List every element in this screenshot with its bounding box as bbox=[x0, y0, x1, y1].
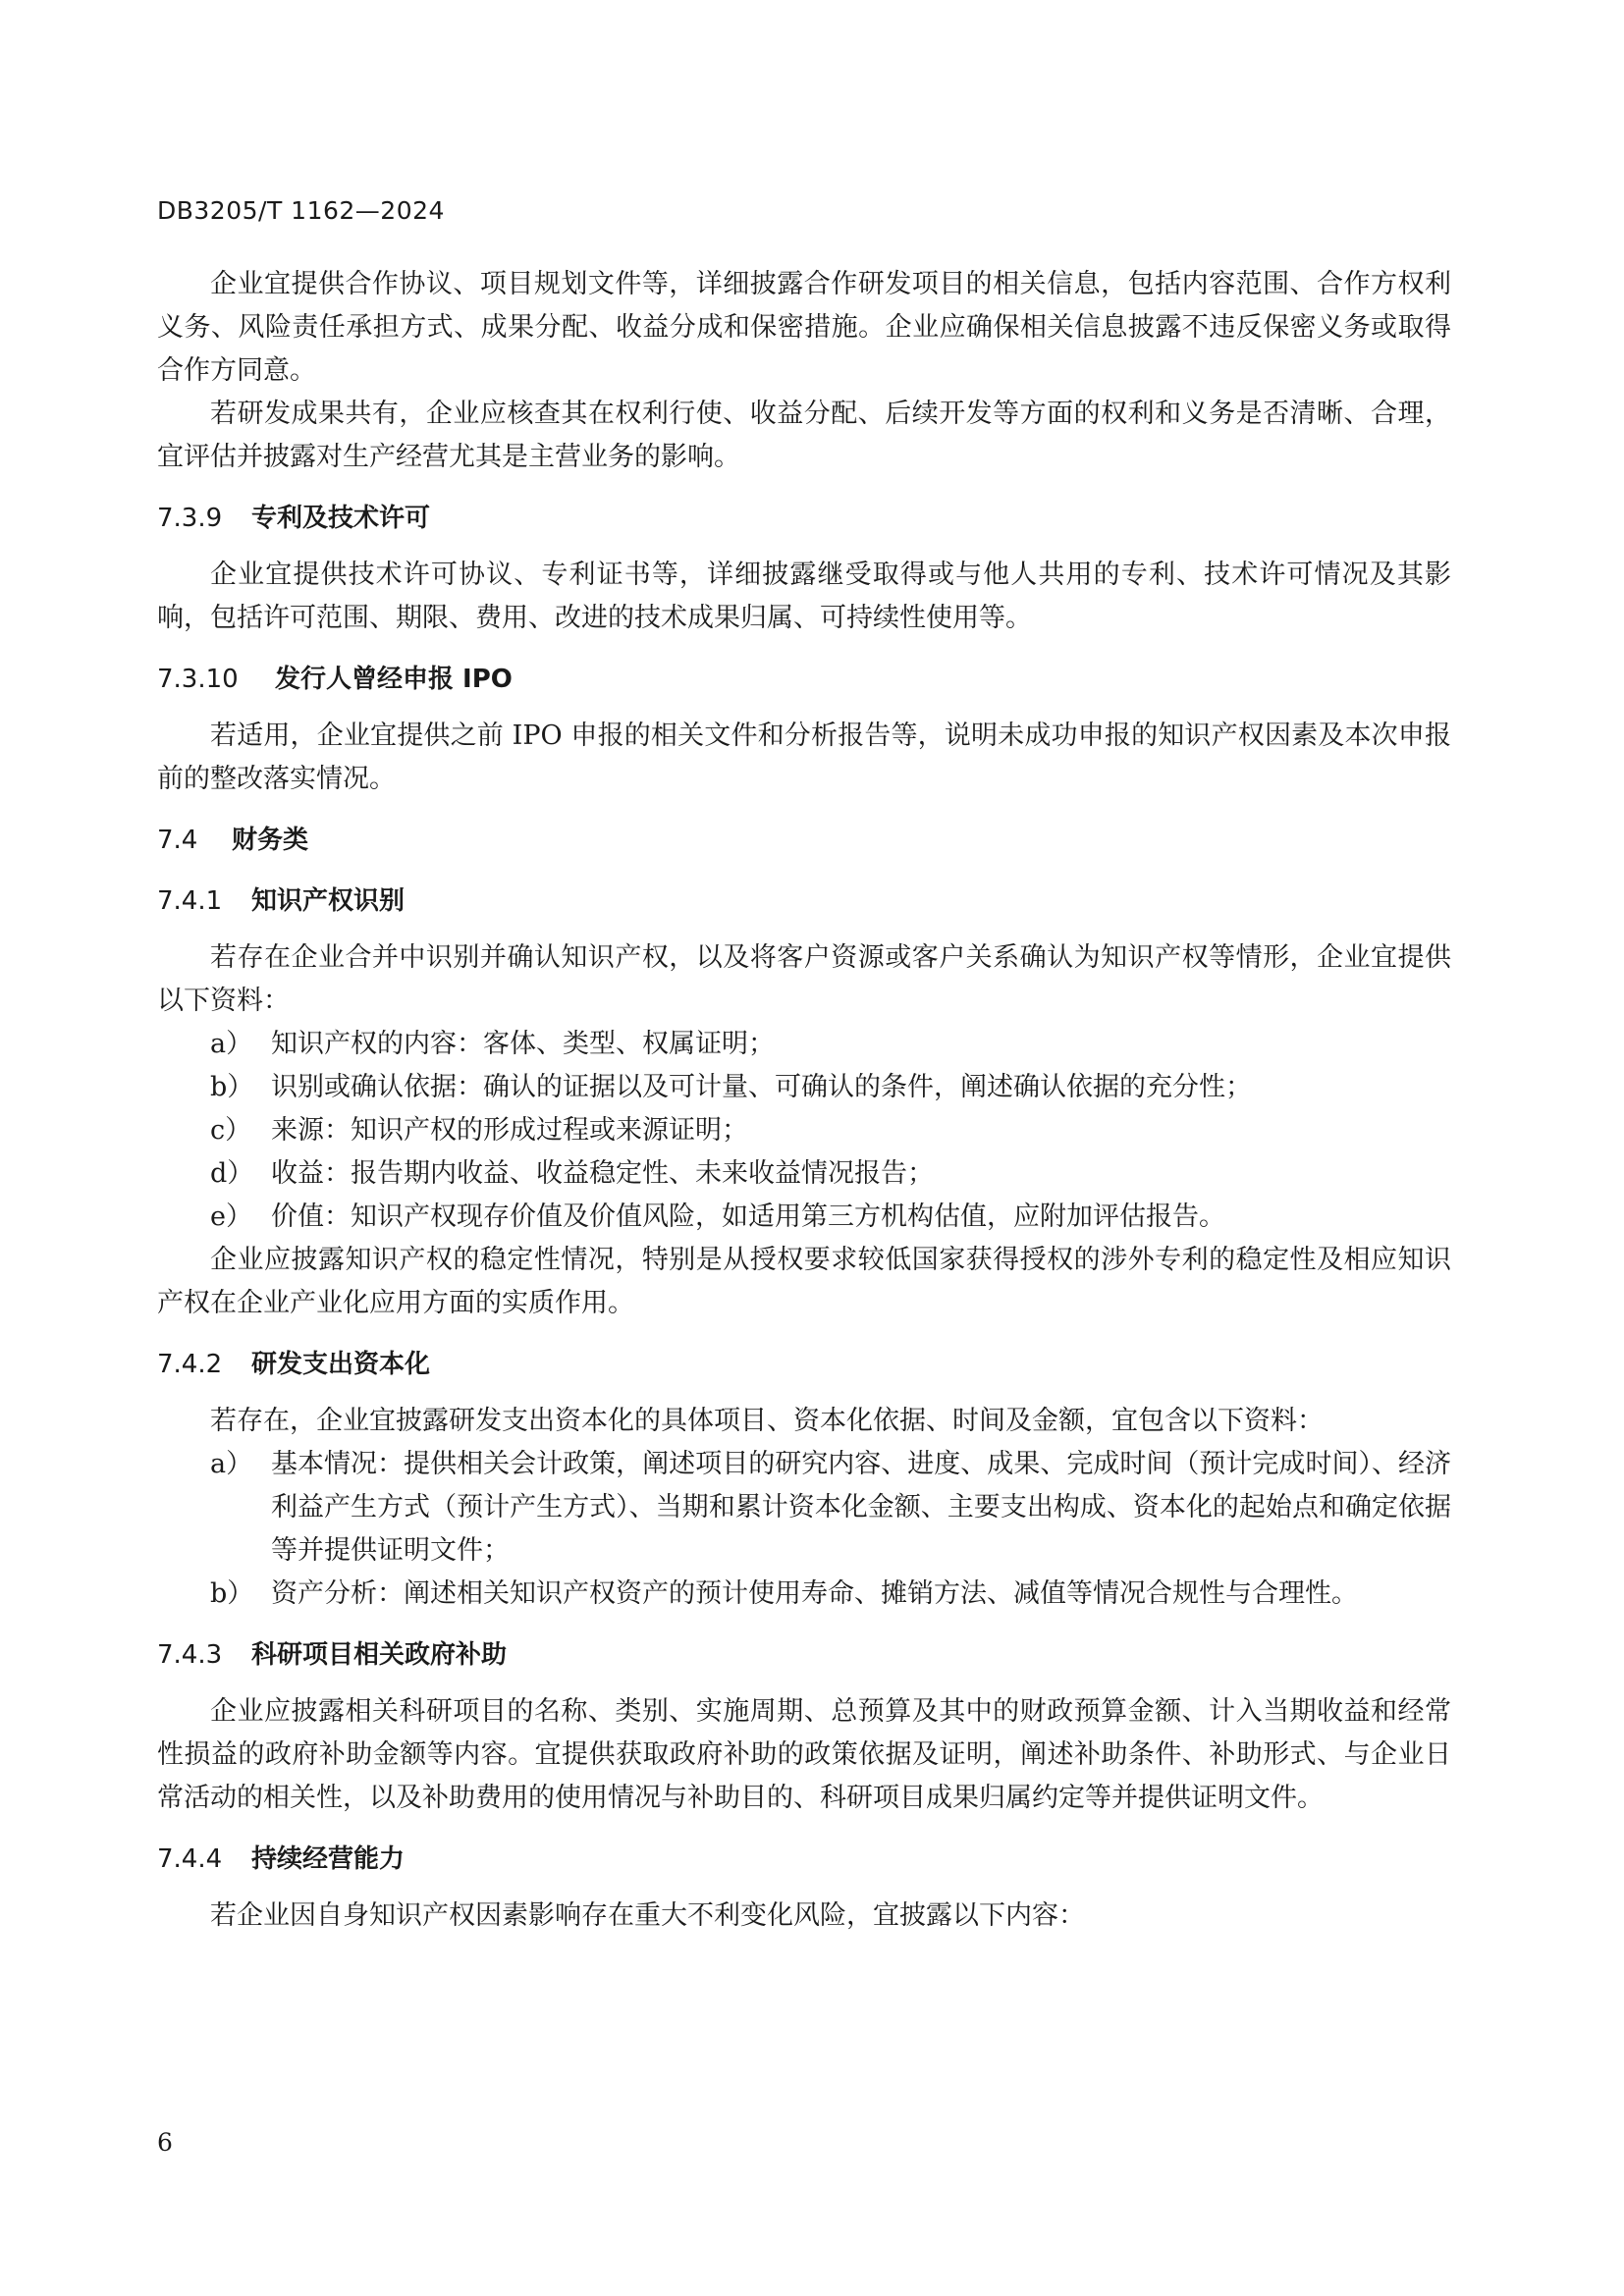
list-text: 基本情况：提供相关会计政策，阐述项目的研究内容、进度、成果、完成时间（预计完成时间）、经济利益产生方式（预计产生方式）、当期和累计资本化金额、主要支出构成、资本化的起始点和确定依据等并提供证明文件； bbox=[271, 1449, 1451, 1566]
list-item bbox=[157, 1066, 1451, 1109]
section-number: 7.4.3 bbox=[157, 1640, 223, 1670]
section-number: 7.4 bbox=[157, 826, 198, 855]
list-marker: b） bbox=[210, 1072, 254, 1102]
section-heading-7-3-9 bbox=[157, 497, 1451, 540]
list-text: 资产分析：阐述相关知识产权资产的预计使用寿命、摊销方法、减值等情况合规性与合理性。 bbox=[271, 1578, 1358, 1609]
list-marker: a） bbox=[210, 1029, 253, 1059]
list-item bbox=[157, 1196, 1451, 1239]
section-title: 专利及技术许可 bbox=[251, 504, 431, 533]
list-item bbox=[157, 1109, 1451, 1152]
section-heading-7-3-10 bbox=[157, 658, 1451, 701]
paragraph: 若研发成果共有，企业应核查其在权利行使、收益分配、后续开发等方面的权利和义务是否清晰、合理，宜评估并披露对生产经营尤其是主营业务的影响。 bbox=[157, 399, 1451, 472]
list-text: 来源：知识产权的形成过程或来源证明； bbox=[271, 1115, 748, 1146]
section-title: 持续经营能力 bbox=[251, 1844, 406, 1874]
document-code: DB3205/T 1162—2024 bbox=[157, 196, 445, 225]
section-number: 7.3.10 bbox=[157, 665, 239, 694]
section-title: 财务类 bbox=[232, 826, 309, 855]
section-number: 7.3.9 bbox=[157, 504, 223, 533]
list-marker: a） bbox=[210, 1449, 253, 1479]
section-heading-7-4 bbox=[157, 819, 1451, 862]
list-marker: d） bbox=[210, 1158, 254, 1189]
list-marker: c） bbox=[210, 1115, 252, 1146]
list-7-4-2 bbox=[157, 1443, 1451, 1616]
list-7-4-1 bbox=[157, 1023, 1451, 1239]
section-title: 发行人曾经申报 IPO bbox=[275, 665, 513, 694]
page-number: 6 bbox=[157, 2128, 173, 2157]
paragraph: 若存在，企业宜披露研发支出资本化的具体项目、资本化依据、时间及金额，宜包含以下资料： bbox=[210, 1406, 1324, 1436]
section-heading-7-4-2 bbox=[157, 1343, 1451, 1386]
list-item bbox=[157, 1573, 1451, 1616]
list-item bbox=[157, 1443, 1451, 1573]
list-text: 收益：报告期内收益、收益稳定性、未来收益情况报告； bbox=[271, 1158, 934, 1189]
section-number: 7.4.2 bbox=[157, 1350, 223, 1379]
list-text: 价值：知识产权现存价值及价值风险，如适用第三方机构估值，应附加评估报告。 bbox=[271, 1201, 1225, 1232]
list-marker: e） bbox=[210, 1201, 252, 1232]
list-item bbox=[157, 1023, 1451, 1066]
section-title: 研发支出资本化 bbox=[251, 1350, 431, 1379]
section-number: 7.4.4 bbox=[157, 1844, 223, 1874]
list-item bbox=[157, 1152, 1451, 1196]
document-body bbox=[157, 263, 1451, 1938]
section-heading-7-4-1 bbox=[157, 880, 1451, 923]
section-heading-7-4-4 bbox=[157, 1838, 1451, 1881]
paragraph: 企业宜提供技术许可协议、专利证书等，详细披露继受取得或与他人共用的专利、技术许可情况及其影响，包括许可范围、期限、费用、改进的技术成果归属、可持续性使用等。 bbox=[157, 560, 1451, 633]
section-title: 知识产权识别 bbox=[251, 886, 406, 916]
section-title: 科研项目相关政府补助 bbox=[251, 1640, 508, 1670]
list-text: 知识产权的内容：客体、类型、权属证明； bbox=[271, 1029, 775, 1059]
section-heading-7-4-3 bbox=[157, 1633, 1451, 1677]
paragraph: 若企业因自身知识产权因素影响存在重大不利变化风险，宜披露以下内容： bbox=[210, 1900, 1085, 1931]
paragraph: 企业应披露知识产权的稳定性情况，特别是从授权要求较低国家获得授权的涉外专利的稳定性及相应知识产权在企业产业化应用方面的实质作用。 bbox=[157, 1245, 1451, 1318]
paragraph: 若适用，企业宜提供之前 IPO 申报的相关文件和分析报告等，说明未成功申报的知识产权因素及本次申报前的整改落实情况。 bbox=[157, 721, 1451, 794]
list-marker: b） bbox=[210, 1578, 254, 1609]
section-number: 7.4.1 bbox=[157, 886, 223, 916]
list-text: 识别或确认依据：确认的证据以及可计量、可确认的条件，阐述确认依据的充分性； bbox=[271, 1072, 1252, 1102]
paragraph: 若存在企业合并中识别并确认知识产权，以及将客户资源或客户关系确认为知识产权等情形，企业宜提供以下资料： bbox=[157, 942, 1451, 1016]
paragraph: 企业应披露相关科研项目的名称、类别、实施周期、总预算及其中的财政预算金额、计入当期收益和经常性损益的政府补助金额等内容。宜提供获取政府补助的政策依据及证明，阐述补助条件、补助形式、与企业日常活动的相关性，以及补助费用的使用情况与补助目的、科研项目成果归属约定等并提供证明文件。 bbox=[157, 1696, 1451, 1813]
paragraph: 企业宜提供合作协议、项目规划文件等，详细披露合作研发项目的相关信息，包括内容范围、合作方权利义务、风险责任承担方式、成果分配、收益分成和保密措施。企业应确保相关信息披露不违反保密义务或取得合作方同意。 bbox=[157, 269, 1451, 386]
